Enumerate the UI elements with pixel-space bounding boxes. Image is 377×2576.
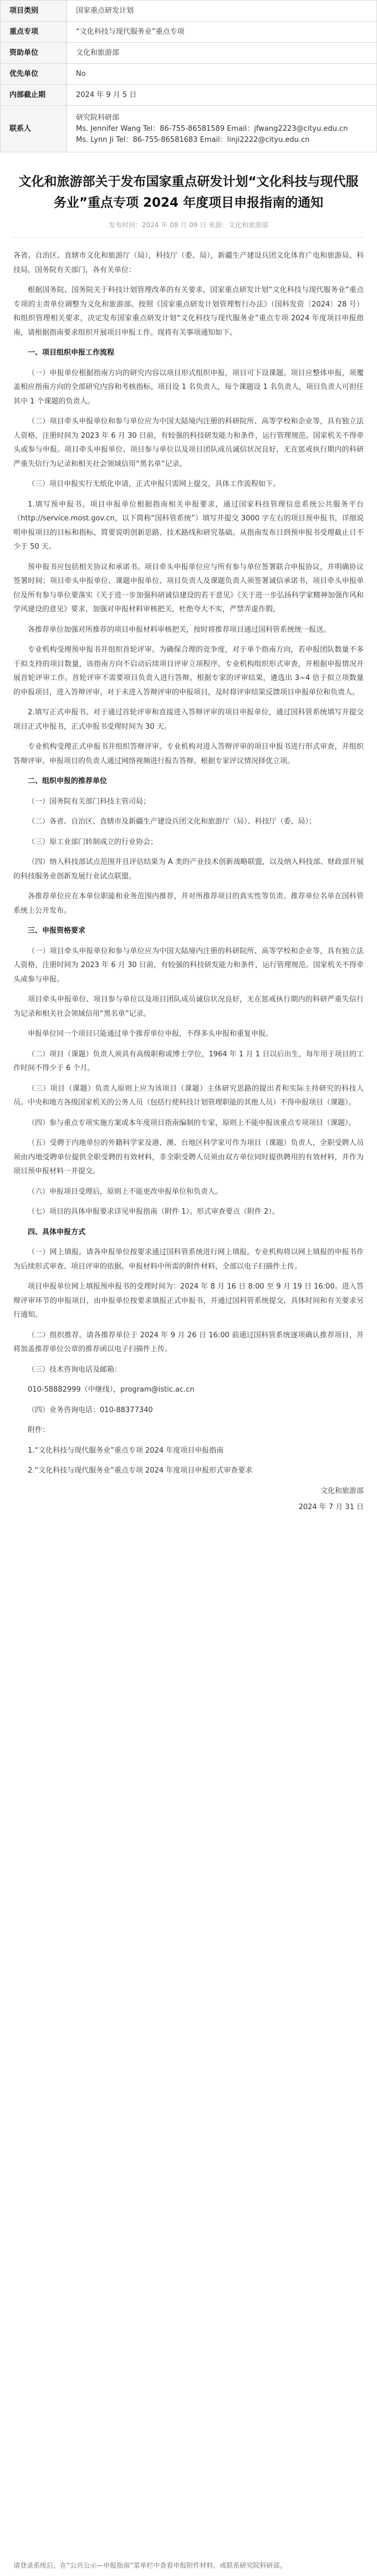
meta-value: 文化和旅游部 (67, 43, 377, 64)
paragraph: 2.“文化科技与现代服务业”重点专项 2024 年度项目申报形式审查要求 (28, 1466, 253, 1475)
paragraph: （四）纳入科技部试点范围并且评估结果为 A 类的产业技术创新战略联盟，以及纳入科技部、财政部开展的科技服务业创新发展行业试点联盟。 (13, 858, 364, 881)
paragraph: 1.“文化科技与现代服务业”重点专项 2024 年度项目申报指南 (28, 1446, 224, 1455)
paragraph: 各推荐单位应在本单位职能和业务范围内推荐，并对所推荐项目的真实性等负责。推荐单位名单在国科管系统上公开发布。 (13, 892, 364, 915)
paragraph: 项目牵头申报单位、项目参与单位以及项目团队成员诚信状况良好，无在惩戒执行期内的科研严重失信行为记录和相关社会领域信用“黑名单”记录。 (13, 995, 364, 1018)
contact-dept: 研究院科研部 (76, 113, 120, 122)
section-heading: 一、项目组织申报工作流程 (28, 349, 115, 357)
publish-info: 发布时间：2024 年 08 月 09 日 来源：文化和旅游部 (109, 221, 268, 229)
paragraph: （二）项目牵头申报单位和参与单位应为中国大陆境内注册的科研院所、高等学校和企业等，具有独立法人资格，注册时间为 2023 年 6 月 30 日前，有较强的科技研发能力和条件，运行管理规范。国家机关不得牵头或参与申报。项目牵头申报单位、项目参与单位以及项目团队成员诚信状况良好，无在惩戒执行期内的科研严重失信行为记录和相关社会领域信用“黑名单”记录。 (13, 417, 364, 468)
paragraph: （四）参与重点专项实施方案或本年度项目指南编制的专家，原则上不能申报该重点专项项目（课题）。 (28, 1118, 356, 1127)
paragraph: 项目申报单位网上填报预申报书的受理时间为：2024 年 8 月 16 日 8:00 至 9 月 19 日 16:00。进入答辩评审环节的申报项目，由申报单位按要求填报正式申报书，并通过国科管系统提交，具体时间和有关要求另行通知。 (13, 1282, 364, 1319)
paragraph: （一）国务院有关部门科技主管司局； (28, 797, 151, 806)
section-heading: 三、申报资格要求 (28, 927, 86, 935)
paragraph: （五）受聘于内地单位的外籍科学家及港、澳、台地区科学家可作为项目（课题）负责人，全职受聘人员须由内地受聘单位提供全职受聘的有效材料，非全职受聘人员须由双方单位同时提供聘用的有效材料，并作为项目预申报材料一并提交。 (13, 1139, 364, 1175)
meta-label: 项目类别 (1, 1, 67, 22)
paragraph: （二）各省、自治区、直辖市及新疆生产建设兵团文化和旅游厅（局）、科技厅（委、局）； (28, 817, 317, 826)
paragraph: 010-58882999（中继线），program@istic.ac.cn (28, 1386, 195, 1394)
article-body (13, 249, 364, 1515)
meta-table-body (1, 1, 377, 152)
meta-label: 资助单位 (1, 43, 67, 64)
meta-label: 优先单位 (1, 64, 67, 85)
paragraph: （三）项目申报实行无纸化申请，正式申报只需网上提交，具体工作流程如下。 (28, 480, 281, 488)
paragraph: 专业机构受理预申报书并组织首轮评审。为确保合理的竞争度，对于单个指南方向，若申报团队数量不多于拟支持的项目数量，该指南方向不启动后续项目评审立项程序。专业机构组织形式审查，并根据申报情况开展首轮评审工作。首轮评审不需要项目负责人进行答辩。根据专家的评审结果，遴选出 3~4 倍于拟立项数量的申报项目，进入答辩评审。对于未进入答辩评审的申报项目，及时将评审结果反馈项目申报单位和负责人。 (13, 646, 364, 697)
paragraph: 专业机构受理正式申报书并组织答辩评审。专业机构对进入答辩评审的项目申报书进行形式审查，并组织答辩评审。申报项目的负责人通过网络视频进行报告答辩。根据专家评议情况择优立项。 (13, 743, 364, 765)
meta-label: 内部截止期 (1, 85, 67, 106)
meta-row (1, 85, 377, 106)
meta-label: 联系人 (1, 106, 67, 152)
contact-details (67, 106, 377, 152)
paragraph: 各推荐单位加强对所推荐的项目申报材料审核把关，按时将推荐项目通过国科管系统统一报送。 (28, 625, 331, 634)
meta-value: 2024 年 9 月 5 日 (67, 85, 377, 106)
meta-value: No (67, 64, 377, 85)
paragraph: （三）技术咨询电话及邮箱： (28, 1365, 122, 1374)
project-meta-table (0, 0, 377, 152)
meta-value: “文化科技与现代服务业”重点专项 (67, 22, 377, 43)
article-title: 文化和旅游部关于发布国家重点研发计划“文化科技与现代服务业”重点专项 2024 年度项目申报指南的通知 (18, 175, 359, 210)
paragraph: （三）项目（课题）负责人原则上应为该项目（课题）主体研究思路的提出者和实际主持研究的科技人员。中央和地方各级国家机关的公务人员（包括行使科技计划管理职能的其他人员）不得申报项目（课题）。 (13, 1084, 364, 1107)
article (0, 152, 377, 1515)
signature-line: 2024 年 7 月 31 日 (298, 1503, 364, 1511)
paragraph: 1.填写预申报书。项目申报单位根据指南相关申报要求，通过国家科技管理信息系统公共服务平台（http://service.most.gov.cn，以下简称“国科管系统”）填写并提交 3000 字左右的项目预申报书，详细说明申报项目的目标和指标，简要说明创新思路、技术路线和研究基础。从指南发布日到预申报书受理截止日不少于 50 天。 (13, 500, 364, 551)
paragraph: 各省、自治区、直辖市文化和旅游厅（局），科技厅（委、局），新疆生产建设兵团文化体育广电和旅游局、科技局，国务院有关部门，各有关单位： (13, 252, 364, 274)
paragraph: 附件： (28, 1426, 50, 1434)
paragraph: （二）项目（课题）负责人须具有高级职称或博士学位，1964 年 1 月 1 日以后出生，每年用于项目的工作时间不得少于 6 个月。 (13, 1050, 364, 1072)
meta-row (1, 22, 377, 43)
meta-row (1, 64, 377, 85)
paragraph: （三）原工业部门转制成立的行业协会； (28, 837, 158, 846)
paragraph: （四）业务咨询电话：010-88377340 (28, 1405, 153, 1414)
paragraph: （一）申报单位根据指南方向的研究内容以项目形式组织申报，项目可下设课题。项目应整体申报，须覆盖相应指南方向的全部研究内容和考核指标。项目设 1 名负责人，每个课题设 1 名负责人，项目负责人可担任其中 1 个课题的负责人。 (13, 369, 364, 406)
meta-row (1, 1, 377, 22)
paragraph: （一）项目牵头申报单位和参与单位应为中国大陆境内注册的科研院所、高等学校和企业等，具有独立法人资格，注册时间为 2023 年 6 月 30 日前，有较强的科技研发能力和条件，运行管理规范。国家机关不得牵头或参与申报。 (13, 947, 364, 984)
divider (13, 237, 364, 238)
meta-row (1, 43, 377, 64)
paragraph: （六）申报项目受理后，原则上不能更改申报单位和负责人。 (28, 1187, 223, 1196)
paragraph: 2.填写正式申报书。对于通过首轮评审和直接进入答辩评审的项目申报单位，通过国科管系统填写并提交项目正式申报书，正式申报书受理时间为 30 天。 (13, 708, 364, 731)
section-heading: 四、具体申报方式 (28, 1228, 86, 1236)
paragraph: （一）网上填报。请各申报单位按要求通过国科管系统进行网上填报。专业机构将以网上填报的申报书作为后续形式审查、项目评审的依据。申报材料中所需的附件材料，全部以电子扫描件上传。 (13, 1248, 364, 1271)
meta-label: 重点专项 (1, 22, 67, 43)
paragraph: 预申报书应包括相关协议和承诺书。项目牵头申报单位应与所有参与单位签署联合申报协议，并明确协议签署时间；项目牵头申报单位、课题申报单位、项目负责人及课题负责人须签署诚信承诺书，项目牵头申报单位及所有参与单位要落实《关于进一步加强科研诚信建设的若干意见》《关于进一步弘扬科学家精神加强作风和学风建设的意见》要求，加强对申报材料审核把关，杜绝夸大不实，严禁弄虚作假。 (13, 563, 364, 614)
paragraph: （二）组织推荐。请各推荐单位于 2024 年 9 月 26 日 16:00 前通过国科管系统逐项确认推荐项目，并将加盖推荐单位公章的推荐函以电子扫描件上传。 (13, 1331, 364, 1353)
footer-note: 请登录系统后，在“公共公示—申报指南”菜单栏中查看申报附件材料，或联系研究院科研部。 (13, 2562, 287, 2569)
paragraph: 申报单位同一个项目只能通过单个推荐单位申报，不得多头申报和重复申报。 (28, 1030, 273, 1038)
signature-line: 文化和旅游部 (320, 1486, 364, 1495)
contact-line: Ms. Jennifer Wang Tel：86-755-86581589 Email：jfwang2223@cityu.edu.cn (76, 124, 348, 133)
meta-value: 国家重点研发计划 (67, 1, 377, 22)
meta-row-contact (1, 106, 377, 152)
paragraph: （七）项目的具体申报要求详见申报指南（附件 1）。形式审查要点（附件 2）。 (28, 1208, 279, 1216)
paragraph: 根据国务院、国务院关于科技计划管理改革的有关要求，国家重点研发计划“文化科技与现代服务业”重点专项的主责单位调整为文化和旅游部。按照《国家重点研发计划管理暂行办法》（国科发资〔2024〕28 号）和组织管理相关要求，决定发布国家重点研发计划“文化科技与现代服务业”重点专项 2024 年度项目申报指南，请根据指南要求组织开展项目申报工作。现将有关事项通知如下。 (13, 286, 364, 337)
contact-line: Ms. Lynn Ji Tel：86-755-86581683 Email：linji2222@cityu.edu.cn (76, 135, 310, 144)
section-heading: 二、组织申报的推荐单位 (28, 777, 108, 785)
